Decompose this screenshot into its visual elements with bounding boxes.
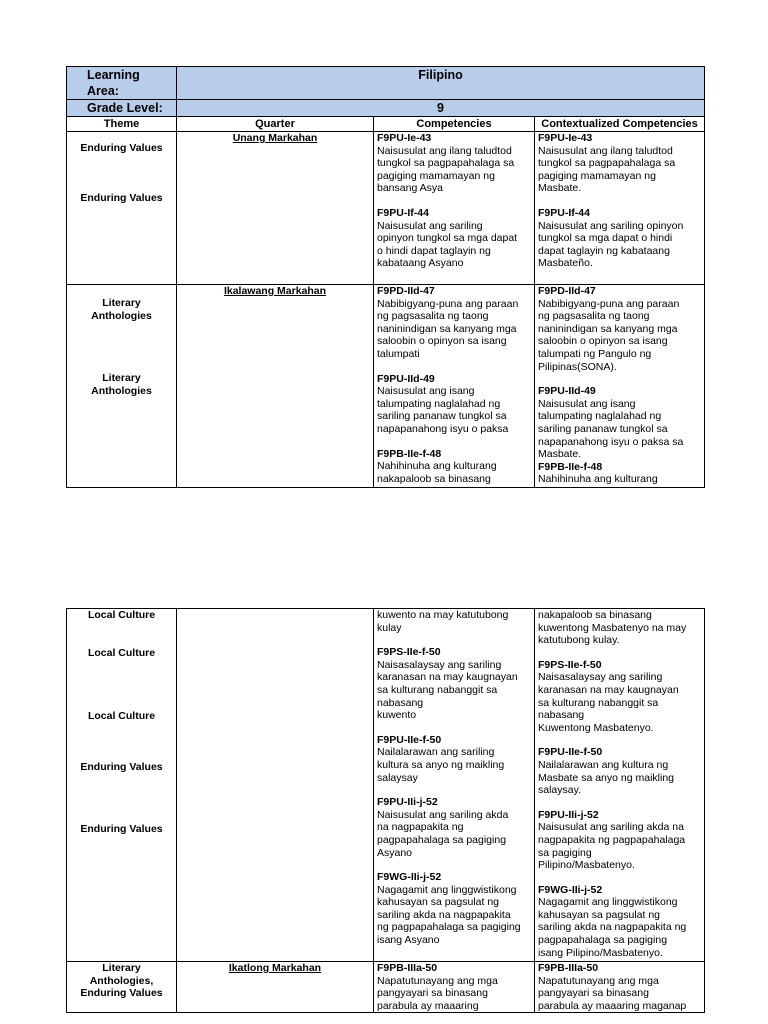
competency-text: Naisusulat ang sariling opinyon xyxy=(538,219,684,232)
theme-label: Enduring Values xyxy=(80,192,163,204)
competency-text: kabataang Asyano xyxy=(377,257,464,270)
quarter-cell xyxy=(177,132,374,285)
competency-text: salaysay xyxy=(377,771,418,784)
competency-text: sa pagiging xyxy=(538,846,592,859)
competency-text: Pilipinas(SONA). xyxy=(538,360,617,373)
competency-text: pagpapahalaga sa pagiging xyxy=(538,934,668,947)
competency-text: Naisusulat ang isang xyxy=(538,397,636,410)
learning-area-label: Learning Area: xyxy=(67,67,177,100)
competency-code: F9PB-IIe-f-48 xyxy=(538,460,603,473)
competency-text: Masbate. xyxy=(538,182,582,195)
competency-code: F9WG-IIi-j-52 xyxy=(377,871,442,884)
theme-label: Enduring Values xyxy=(80,142,163,154)
competencies-cell xyxy=(374,609,535,962)
theme-label: Enduring Values xyxy=(80,987,163,1000)
competency-code: F9PU-IId-49 xyxy=(377,372,435,385)
competency-text: parabula ay maaaring maganap xyxy=(538,999,687,1012)
competency-code: F9PU-IIi-j-52 xyxy=(377,796,438,809)
quarter-cell xyxy=(177,962,374,1013)
competency-text: sariling akda na nagpapakita ng xyxy=(538,921,687,934)
competency-text: isang Pilipino/Masbatenyo. xyxy=(538,946,663,959)
competency-text: kuwento na may katutubong xyxy=(377,609,509,621)
competency-text: Nailalarawan ang kultura ng xyxy=(538,758,669,771)
column-header-competencies: Competencies xyxy=(374,117,535,132)
column-header-contextualized: Contextualized Competencies xyxy=(535,117,705,132)
competency-text: dapat taglayin ng kabataang xyxy=(538,244,670,257)
quarter-label: Unang Markahan xyxy=(232,132,318,144)
competency-text: Pilipino/Masbatenyo. xyxy=(538,859,635,872)
competency-text: sa kulturang nabanggit sa xyxy=(538,696,659,709)
competency-code: F9PU-IIe-f-50 xyxy=(538,746,603,759)
competency-text: Naisasalaysay ang sariling xyxy=(377,658,502,671)
competency-text: naninindigan sa kanyang mga xyxy=(538,322,678,335)
column-header-quarter: Quarter xyxy=(177,117,374,132)
quarter-cell xyxy=(177,609,374,962)
competency-text: Nagagamit ang linggwistikong xyxy=(377,883,517,896)
competency-text: saloobin o opinyon sa isang xyxy=(377,335,507,348)
column-header-row xyxy=(67,117,705,132)
competency-code: F9PU-Ie-43 xyxy=(377,132,432,144)
theme-cell xyxy=(67,132,177,285)
competency-text: nagpapakita ng pagpapahalaga xyxy=(538,833,686,846)
competency-code: F9PB-IIe-f-48 xyxy=(377,447,442,460)
competency-code: F9PB-IIIa-50 xyxy=(377,962,438,974)
competency-text: nabasang xyxy=(377,696,424,709)
competency-text: tungkol sa mga dapat o hindi xyxy=(538,232,673,245)
competency-text: ng pagsasalita ng taong xyxy=(538,310,650,323)
competency-text: kuwento xyxy=(377,709,417,722)
theme-cell xyxy=(67,962,177,1013)
theme-label: Anthologies, xyxy=(89,974,154,987)
competency-text: sa kulturang nabanggit sa xyxy=(377,683,498,696)
competency-text: napapanahong isyu o paksa sa xyxy=(538,435,684,448)
table-row xyxy=(67,609,705,962)
competency-text: sariling pananaw tungkol sa xyxy=(377,410,507,423)
competency-text: pagiging mamamayan ng xyxy=(377,169,495,182)
table-row xyxy=(67,285,705,488)
competency-text: pangyayari sa binasang xyxy=(538,987,649,1000)
competency-text: pagiging mamamayan ng xyxy=(538,169,656,182)
competency-text: Nahihinuha ang kulturang xyxy=(377,460,497,473)
table-row xyxy=(67,132,705,285)
competency-code: F9PD-IId-47 xyxy=(377,285,435,297)
quarter-label: Ikatlong Markahan xyxy=(228,962,322,974)
competency-text: Masbate. xyxy=(538,448,582,461)
competency-text: Nailalarawan ang sariling xyxy=(377,746,495,759)
competency-text: tungkol sa pagpapahalaga sa xyxy=(538,157,676,170)
competency-text: parabula ay maaaring xyxy=(377,999,479,1012)
competency-text: talumpating naglalahad ng xyxy=(538,410,662,423)
competency-text: talumpati ng Pangulo ng xyxy=(538,347,652,360)
competency-text: Naisasalaysay ang sariling xyxy=(538,671,663,684)
competency-text: pagpapahalaga sa pagiging xyxy=(377,833,507,846)
competency-text: sariling pananaw tungkol sa xyxy=(538,422,668,435)
theme-label: Enduring Values xyxy=(80,761,163,773)
competency-text: isang Asyano xyxy=(377,934,440,947)
competency-text: Naisusulat ang sariling akda xyxy=(377,808,509,821)
competency-text: bansang Asya xyxy=(377,182,443,195)
competency-text: ng pagsasalita ng taong xyxy=(377,310,489,323)
table-row xyxy=(67,962,705,1013)
competency-text: Nahihinuha ang kulturang xyxy=(538,473,658,486)
competency-code: F9PU-IIe-f-50 xyxy=(377,733,442,746)
theme-label: Local Culture xyxy=(87,647,156,659)
column-header-theme: Theme xyxy=(67,117,177,132)
competency-text: sariling akda na nagpapakita xyxy=(377,908,511,921)
competency-text: nabasang xyxy=(538,709,585,722)
competency-text: Naisusulat ang ilang taludtod xyxy=(538,144,673,157)
competency-text: saloobin o opinyon sa isang xyxy=(538,335,668,348)
competency-text: nakapaloob sa binasang xyxy=(377,472,491,485)
competency-text: karanasan na may kaugnayan xyxy=(377,671,518,684)
competency-code: F9PU-Ie-43 xyxy=(538,132,593,144)
competency-code: F9PU-If-44 xyxy=(377,206,429,219)
contextualized-cell xyxy=(535,132,705,285)
competency-text: salaysay. xyxy=(538,784,581,797)
learning-area-row xyxy=(67,67,705,100)
competency-text: Masbate sa anyo ng maikling xyxy=(538,771,674,784)
theme-label: Literary Anthologies xyxy=(91,372,152,397)
competency-text: kahusayan sa pagsulat ng xyxy=(538,908,661,921)
grade-level-label: Grade Level: xyxy=(67,100,177,117)
competency-code: F9PB-IIIa-50 xyxy=(538,962,599,974)
competency-text: kahusayan sa pagsulat ng xyxy=(377,896,500,909)
competency-text: karanasan na may kaugnayan xyxy=(538,683,679,696)
grade-level-value: 9 xyxy=(177,100,705,117)
competency-text: Nabibigyang-puna ang paraan xyxy=(538,297,680,310)
competency-text: napapanahong isyu o paksa xyxy=(377,422,509,435)
competency-text: ng pagpapahalaga sa pagiging xyxy=(377,921,521,934)
competency-text: nakapaloob sa binasang xyxy=(538,609,652,621)
competency-code: F9WG-IIi-j-52 xyxy=(538,883,603,896)
competency-text: talumpati xyxy=(377,347,420,360)
competency-text: Masbateño. xyxy=(538,257,593,270)
competencies-cell xyxy=(374,285,535,488)
competency-text: Naisusulat ang sariling akda na xyxy=(538,821,684,834)
competency-code: F9PU-If-44 xyxy=(538,206,590,219)
curriculum-table-page2 xyxy=(66,608,705,1013)
competency-text: opinyon tungkol sa mga dapat xyxy=(377,232,518,245)
quarter-cell xyxy=(177,285,374,488)
competency-text: kuwentong Masbatenyo na may xyxy=(538,621,687,634)
competency-text: o hindi dapat taglayin ng xyxy=(377,244,491,257)
contextualized-cell xyxy=(535,962,705,1013)
competency-text: Naisusulat ang isang xyxy=(377,385,475,398)
competency-text: tungkol sa pagpapahalaga sa xyxy=(377,157,515,170)
competency-text: Nabibigyang-puna ang paraan xyxy=(377,297,519,310)
competency-code: F9PU-IId-49 xyxy=(538,385,596,398)
competency-code: F9PS-IIe-f-50 xyxy=(377,646,441,659)
competency-text: Napatutunayang ang mga xyxy=(377,974,498,987)
competency-code: F9PU-IIi-j-52 xyxy=(538,808,599,821)
competency-text: katutubong kulay. xyxy=(538,634,620,647)
curriculum-table-page1 xyxy=(66,66,705,488)
quarter-label: Ikalawang Markahan xyxy=(223,285,327,297)
competency-code: F9PD-IId-47 xyxy=(538,285,596,297)
competency-text: Nagagamit ang linggwistikong xyxy=(538,896,678,909)
learning-area-value: Filipino xyxy=(177,67,705,100)
theme-label: Literary xyxy=(102,962,141,974)
competency-text: naninindigan sa kanyang mga xyxy=(377,322,517,335)
competency-text: na nagpapakita ng xyxy=(377,821,464,834)
competency-text: Napatutunayang ang mga xyxy=(538,974,659,987)
competency-text: Kuwentong Masbatenyo. xyxy=(538,721,654,734)
theme-label: Literary Anthologies xyxy=(91,297,152,322)
competencies-cell xyxy=(374,962,535,1013)
competency-text: talumpating naglalahad ng xyxy=(377,397,501,410)
competency-code: F9PS-IIe-f-50 xyxy=(538,658,602,671)
competency-text: Asyano xyxy=(377,846,413,859)
grade-level-row xyxy=(67,100,705,117)
contextualized-cell xyxy=(535,285,705,488)
competencies-cell xyxy=(374,132,535,285)
theme-label: Local Culture xyxy=(87,609,156,621)
theme-label: Local Culture xyxy=(87,710,156,722)
competency-text: Naisusulat ang sariling xyxy=(377,219,483,232)
contextualized-cell xyxy=(535,609,705,962)
competency-text: kulay xyxy=(377,621,402,634)
competency-text: Naisusulat ang ilang taludtod xyxy=(377,144,512,157)
competency-text: pangyayari sa binasang xyxy=(377,987,488,1000)
competency-text: kultura sa anyo ng maikling xyxy=(377,758,505,771)
theme-label: Enduring Values xyxy=(80,823,163,835)
theme-cell xyxy=(67,285,177,488)
theme-cell xyxy=(67,609,177,962)
